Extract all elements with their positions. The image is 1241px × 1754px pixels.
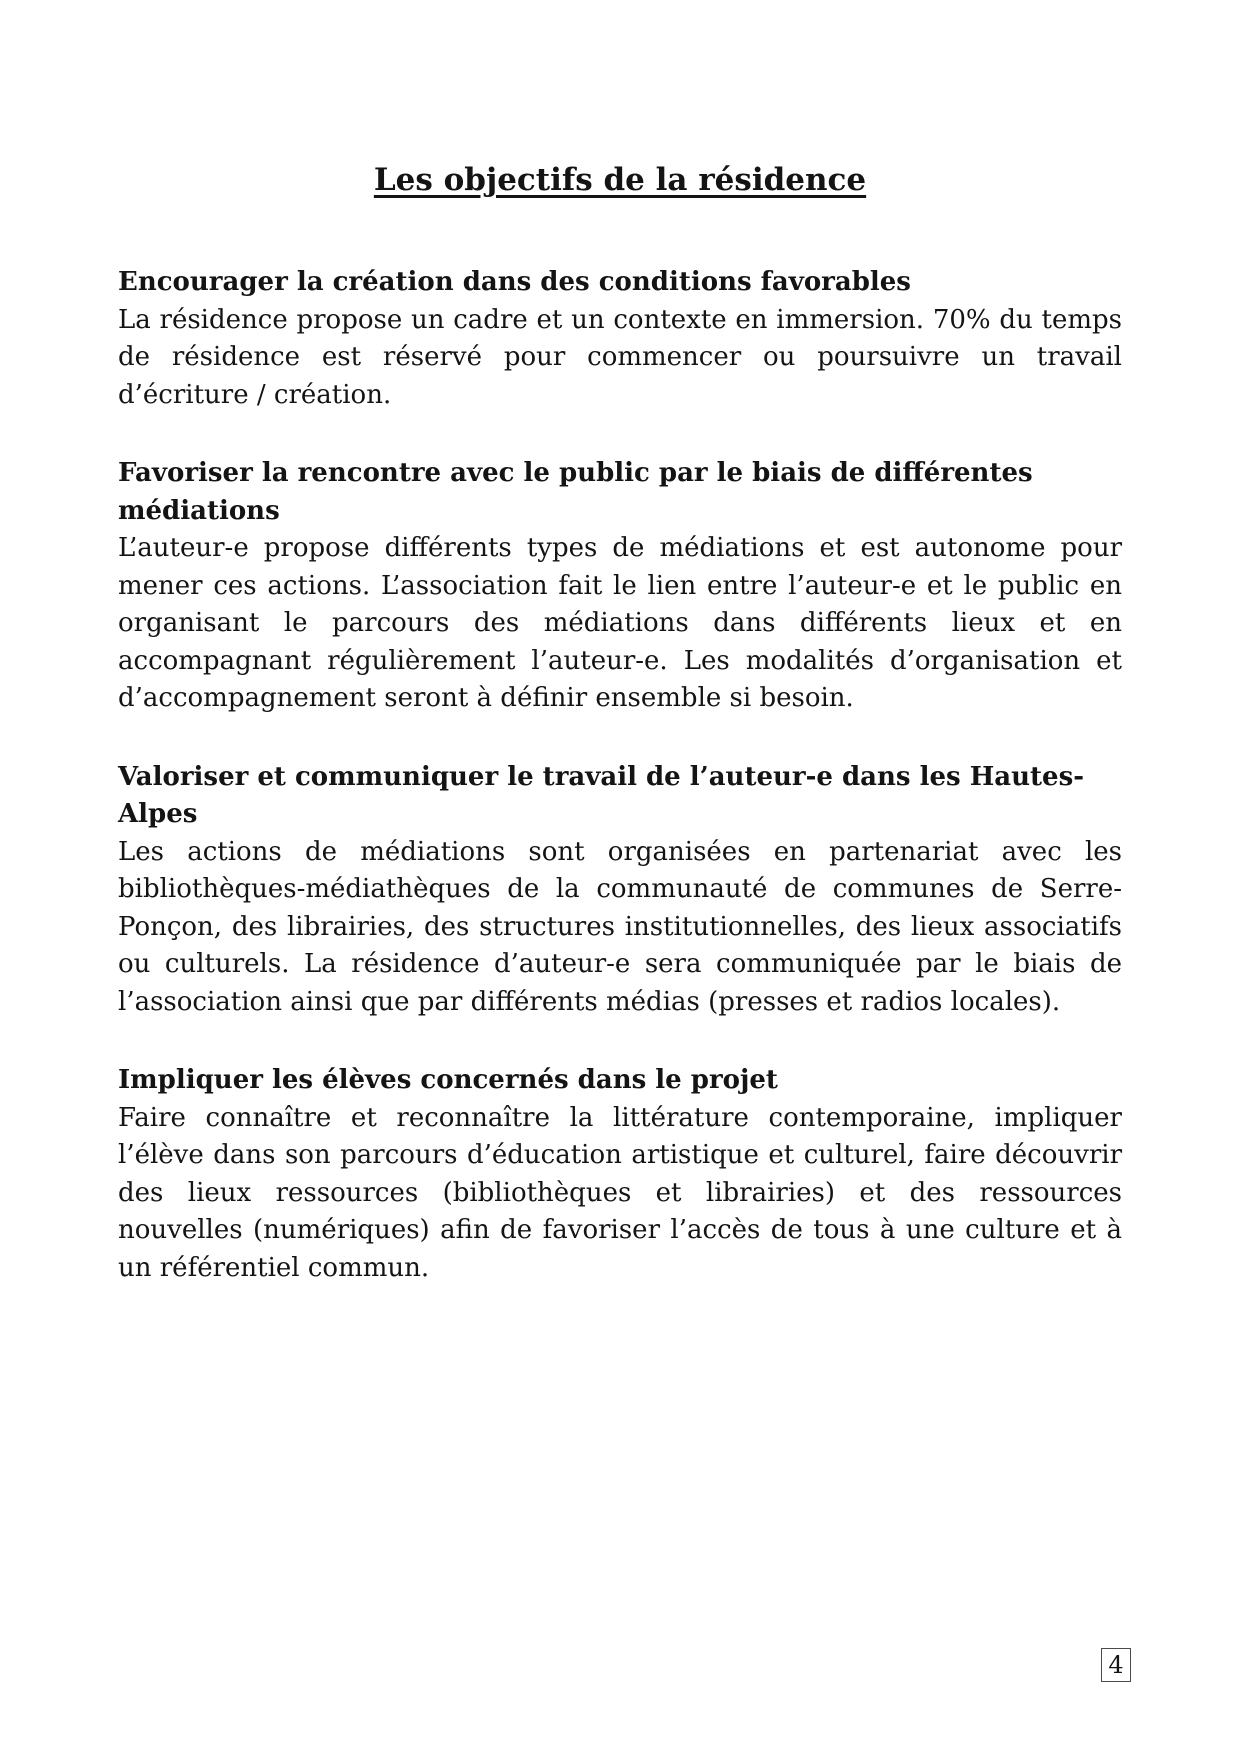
section-paragraph: Faire connaître et reconnaître la littérature contemporaine, impliquer l’élève dans son parcours d’éducation artistique et culturel, faire découvrir des lieux ressources (bibliothèques et librairies) et des ressources nouvelles (numériques) afin de favoriser l’accès de tous à une culture et à un référentiel commun. [118, 1102, 1122, 1283]
section-paragraph: Les actions de médiations sont organisées en partenariat avec les bibliothèques-médiathèques de la communauté de communes de Serre-Ponçon, des librairies, des structures institutionnelles, des lieux associatifs ou culturels. La résidence d’auteur-e sera communiquée par le biais de l’association ainsi que par différents médias (presses et radios locales). [118, 836, 1122, 1017]
page-title: Les objectifs de la résidence [373, 162, 867, 198]
section-heading: Favoriser la rencontre avec le public par le biais de différentes médiations [118, 458, 1033, 526]
section-paragraph: L’auteur-e propose différents types de médiations et est autonome pour mener ces actions. L’association fait le lien entre l’auteur-e et le public en organisant le parcours des médiations dans différents lieux et en accompagnant régulièrement l’auteur-e. Les modalités d’organisation et d’accompagnement seront à définir ensemble si besoin. [118, 533, 1122, 714]
page-number-box [1101, 1648, 1131, 1682]
section-objectif-4 [118, 1062, 1122, 1287]
section-objectif-1 [118, 264, 1122, 414]
section-heading: Impliquer les élèves concernés dans le projet [118, 1065, 778, 1096]
section-objectif-3 [118, 759, 1122, 1022]
page-number: 4 [1108, 1651, 1124, 1679]
section-heading: Encourager la création dans des conditions favorables [118, 267, 911, 298]
section-heading: Valoriser et communiquer le travail de l’auteur-e dans les Hautes-Alpes [118, 761, 1085, 830]
section-paragraph: La résidence propose un cadre et un contexte en immersion. 70% du temps de résidence est réservé pour commencer ou poursuivre un travail d’écriture / création. [118, 304, 1122, 410]
page-content [118, 160, 1122, 1328]
section-objectif-2 [118, 455, 1122, 718]
